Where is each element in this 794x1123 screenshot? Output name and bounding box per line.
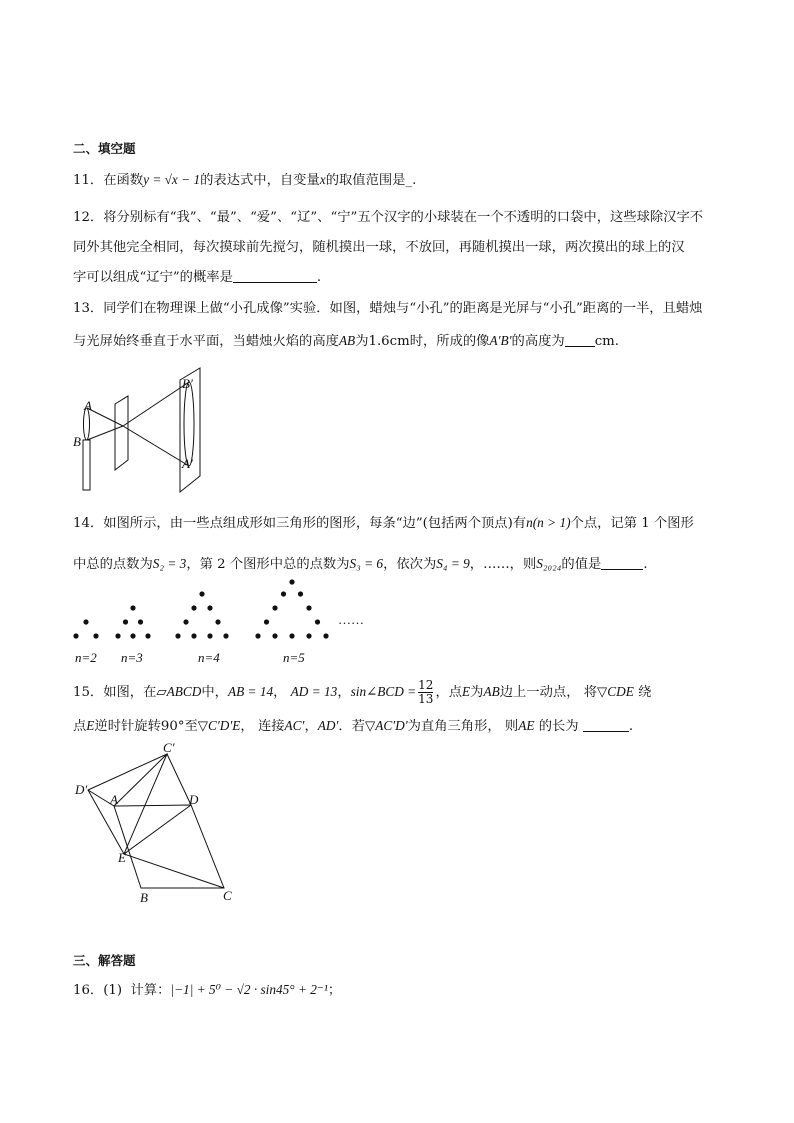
question-11: 11．在函数y = √x − 1的表达式中，自变量x的取值范围是_. [73,172,417,188]
label-Bp: B′ [182,376,193,391]
label-A: A [84,398,92,413]
answer-blank[interactable]: _. [405,173,417,188]
ellipsis: …… [338,612,364,627]
label-D1: D′ [75,782,88,797]
question-12-line2: 同外其他完全相同，每次摸球前先搅匀，随机摸出一球，不放回，再随机摸出一球，两次摸出的球上的汉 [73,240,685,255]
question-13-line1: 13．同学们在物理课上做“小孔成像”实验．如图，蜡烛与“小孔”的距离是光屏与“小孔”距离的一半，且蜡烛 [73,301,703,316]
question-12-line1: 12．将分别标有“我”、“最”、“爱”、“辽”、“宁”五个汉字的小球装在一个不透明的口袋中，这些球除汉字不 [73,210,704,225]
pinhole-board [115,396,128,470]
label-D: D [189,792,199,807]
section-solve-title: 三、解答题 [73,953,136,968]
label-Ap: A′ [182,456,193,471]
question-12-line3: 字可以组成“辽宁”的概率是 . [73,270,322,285]
image-ellipse [184,382,194,466]
label-B: B [140,890,148,905]
label-E: E [118,850,126,865]
label-n4: n=4 [198,650,220,665]
label-n3: n=3 [121,650,143,665]
question-15-line1: 15．如图，在▱ABCD中，AB = 14， AD = 13，sin∠BCD = $\frac{12}{13}$ ，点E为AB边上一动点， 将▽CDE 绕 [73,678,652,706]
answer-blank[interactable] [565,332,595,347]
label-n2: n=2 [75,650,97,665]
parallelogram-figure [70,742,250,907]
fraction: $\frac{12}{13}$ [418,678,434,706]
question-14-line2: 中总的点数为S₂ = 3，第 2 个图形中总的点数为S₃ = 6，依次为S₄ = 9，……，则S₂₀₂₄的值是 . [73,556,648,572]
triangle-C1D1E [88,754,167,854]
question-13-line2: 与光屏始终垂直于水平面，当蜡烛火焰的高度AB为1.6cm时，所成的像A′B′的高度为 cm. [73,333,620,349]
label-n5: n=5 [283,650,305,665]
dot-triangles-figure [70,580,380,646]
answer-blank[interactable] [583,717,629,732]
label-B: B [73,434,81,449]
section-fill-title: 二、填空题 [73,141,136,156]
q16-expression: |−1| + 5⁰ − √2 · sin45° + 2⁻¹ [170,982,328,997]
label-C1: C′ [163,740,175,755]
label-C: C [223,888,232,903]
question-16: 16．(1) 计算：|−1| + 5⁰ − √2 · sin45° + 2⁻¹； [73,982,342,998]
triangle-n3 [115,605,150,638]
triangle-n2 [73,619,98,638]
candle [83,440,90,490]
label-A: A [110,792,118,807]
question-14-line1: 14．如图所示，由一些点组成形如三角形的图形，每条“边”(包括两个顶点)有n(n > 1)个点，记第 1 个图形 [73,515,694,531]
question-15-line2: 点E逆时针旋转90°至▽C′D′E， 连接AC′，AD′．若▽AC′D′为直角三角形， 则AE 的长为 . [73,718,634,734]
q11-formula: y = √x − 1 [143,172,201,187]
triangle-n4 [175,591,228,638]
pinhole-figure [70,358,210,498]
triangle-n5 [255,579,328,638]
answer-blank[interactable] [233,268,317,283]
answer-blank[interactable] [601,555,643,570]
parallelogram-ABCD [114,805,224,888]
